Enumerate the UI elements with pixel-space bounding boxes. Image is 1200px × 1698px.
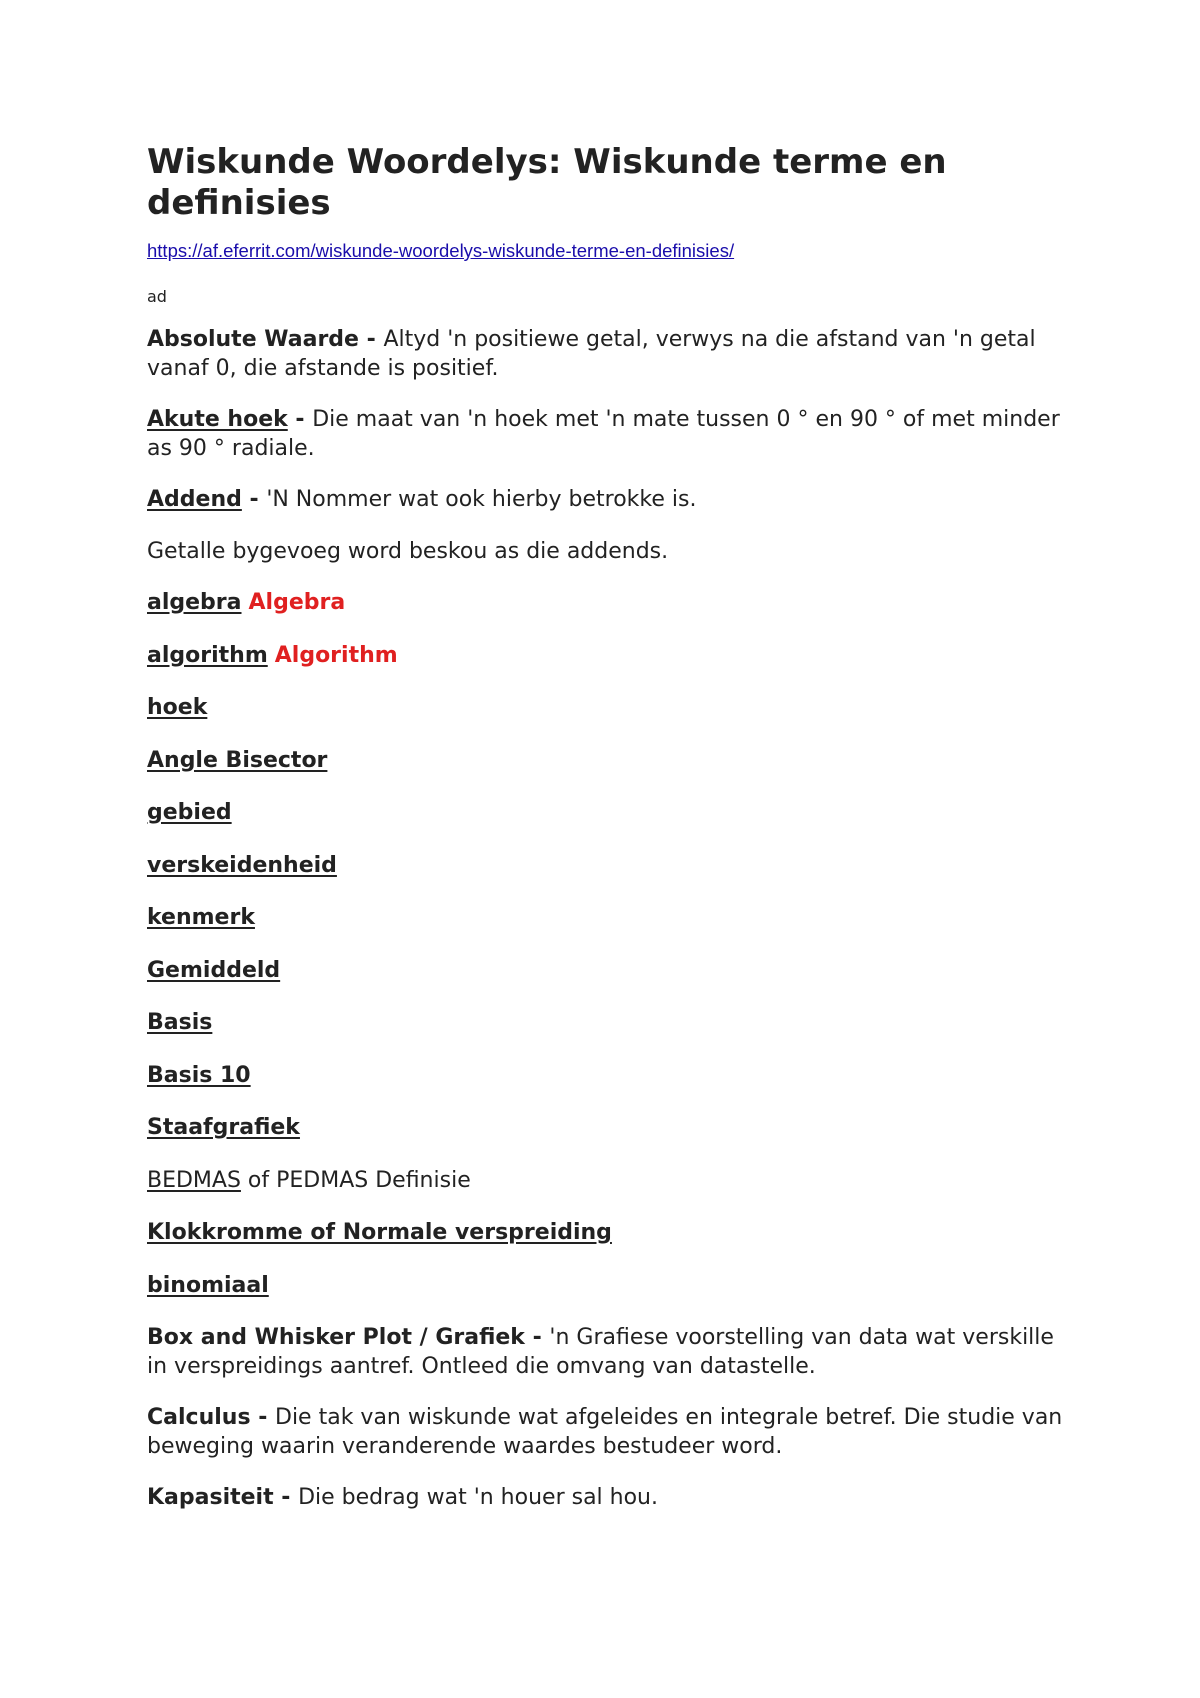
- definition-addend: 'N Nommer wat ook hierby betrokke is.: [266, 487, 697, 512]
- term-link-algorithm[interactable]: algorithm: [147, 642, 268, 668]
- glossary-entry-box-and-whisker: [147, 1324, 1077, 1381]
- ad-label: ad: [147, 287, 167, 306]
- glossary-entry-gebied: [147, 799, 1077, 828]
- term-link-angle-bisector[interactable]: Angle Bisector: [147, 747, 328, 773]
- term-link-binomiaal[interactable]: binomiaal: [147, 1272, 269, 1298]
- term-link-gemiddeld[interactable]: Gemiddeld: [147, 957, 281, 983]
- term-separator: -: [358, 327, 384, 352]
- term-link-hoek[interactable]: hoek: [147, 695, 208, 720]
- definition-kapasiteit: Die bedrag wat 'n houer sal hou.: [298, 1485, 658, 1510]
- glossary-entry-algorithm: [147, 642, 1077, 671]
- glossary-entry-angle-bisector: [147, 747, 1077, 776]
- term-link-klokkromme[interactable]: Klokkromme of Normale verspreiding: [147, 1220, 612, 1245]
- source-url-link[interactable]: https://af.eferrit.com/wiskunde-woordelys-wiskunde-terme-en-definisies/: [147, 240, 735, 261]
- glossary-entry-addend: [147, 486, 1077, 515]
- term-link-addend[interactable]: Addend: [147, 487, 242, 512]
- term-separator: -: [287, 407, 313, 432]
- term-separator: -: [524, 1325, 550, 1350]
- glossary-entry-algebra: [147, 589, 1077, 618]
- page-title: Wiskunde Woordelys: Wiskunde terme en definisies: [147, 142, 947, 223]
- glossary-entry-kapasiteit: [147, 1484, 1077, 1513]
- term-link-bedmas[interactable]: BEDMAS: [147, 1167, 241, 1193]
- definition-absolute-waarde: Altyd 'n positiewe getal, verwys na die afstand van 'n getal vanaf 0, die afstande is positief.: [147, 327, 1036, 381]
- glossary-entry-staafgrafiek: [147, 1114, 1077, 1143]
- glossary-entry-basis-10: [147, 1062, 1077, 1091]
- glossary-entry-klokkromme: [147, 1219, 1077, 1248]
- term-link-basis-10[interactable]: Basis 10: [147, 1062, 251, 1088]
- glossary-entry-hoek: [147, 694, 1077, 723]
- glossary-entry-binomiaal: [147, 1272, 1077, 1301]
- term-link-gebied[interactable]: gebied: [147, 800, 232, 825]
- term-link-verskeidenheid[interactable]: verskeidenheid: [147, 852, 337, 878]
- glossary-entry-bedmas: [147, 1167, 1077, 1196]
- definition-box-and-whisker: 'n Grafiese voorstelling van data wat verskille in verspreidings aantref. Ontleed die omvang van datastelle.: [147, 1325, 1054, 1379]
- term-separator: -: [241, 487, 267, 512]
- glossary-entry-calculus: [147, 1404, 1077, 1461]
- term-separator: -: [273, 1485, 299, 1510]
- glossary-entry-verskeidenheid: [147, 852, 1077, 881]
- term-link-staafgrafiek[interactable]: Staafgrafiek: [147, 1115, 300, 1140]
- term-separator: -: [250, 1405, 275, 1430]
- term-link-basis[interactable]: Basis: [147, 1010, 213, 1035]
- definition-akute-hoek: Die maat van 'n hoek met 'n mate tussen 0 ° en 90 ° of met minder as 90 ° radiale.: [147, 407, 1060, 461]
- term-box-and-whisker: Box and Whisker Plot / Grafiek: [147, 1325, 525, 1350]
- term-link-akute-hoek[interactable]: Akute hoek: [147, 407, 288, 432]
- term-link-algebra[interactable]: algebra: [147, 590, 242, 615]
- glossary-entry-basis: [147, 1009, 1077, 1038]
- definition-calculus: Die tak van wiskunde wat afgeleides en integrale betref. Die studie van beweging waarin veranderende waardes bestudeer word.: [147, 1405, 1063, 1459]
- term-rest-bedmas: of PEDMAS Definisie: [240, 1167, 471, 1193]
- addend-note: Getalle bygevoeg word beskou as die addends.: [147, 538, 669, 564]
- term-absolute-waarde: Absolute Waarde: [147, 327, 359, 352]
- term-highlight-algorithm: Algorithm: [274, 642, 398, 668]
- term-highlight-algebra: Algebra: [248, 590, 346, 615]
- glossary-entry-absolute-waarde: [147, 326, 1077, 383]
- glossary-entry-kenmerk: [147, 904, 1077, 933]
- document-page: [147, 142, 1077, 1536]
- term-kapasiteit: Kapasiteit: [147, 1485, 274, 1510]
- glossary-entry-gemiddeld: [147, 957, 1077, 986]
- term-link-kenmerk[interactable]: kenmerk: [147, 905, 255, 930]
- glossary-entry-akute-hoek: [147, 406, 1077, 463]
- term-calculus: Calculus: [147, 1405, 251, 1430]
